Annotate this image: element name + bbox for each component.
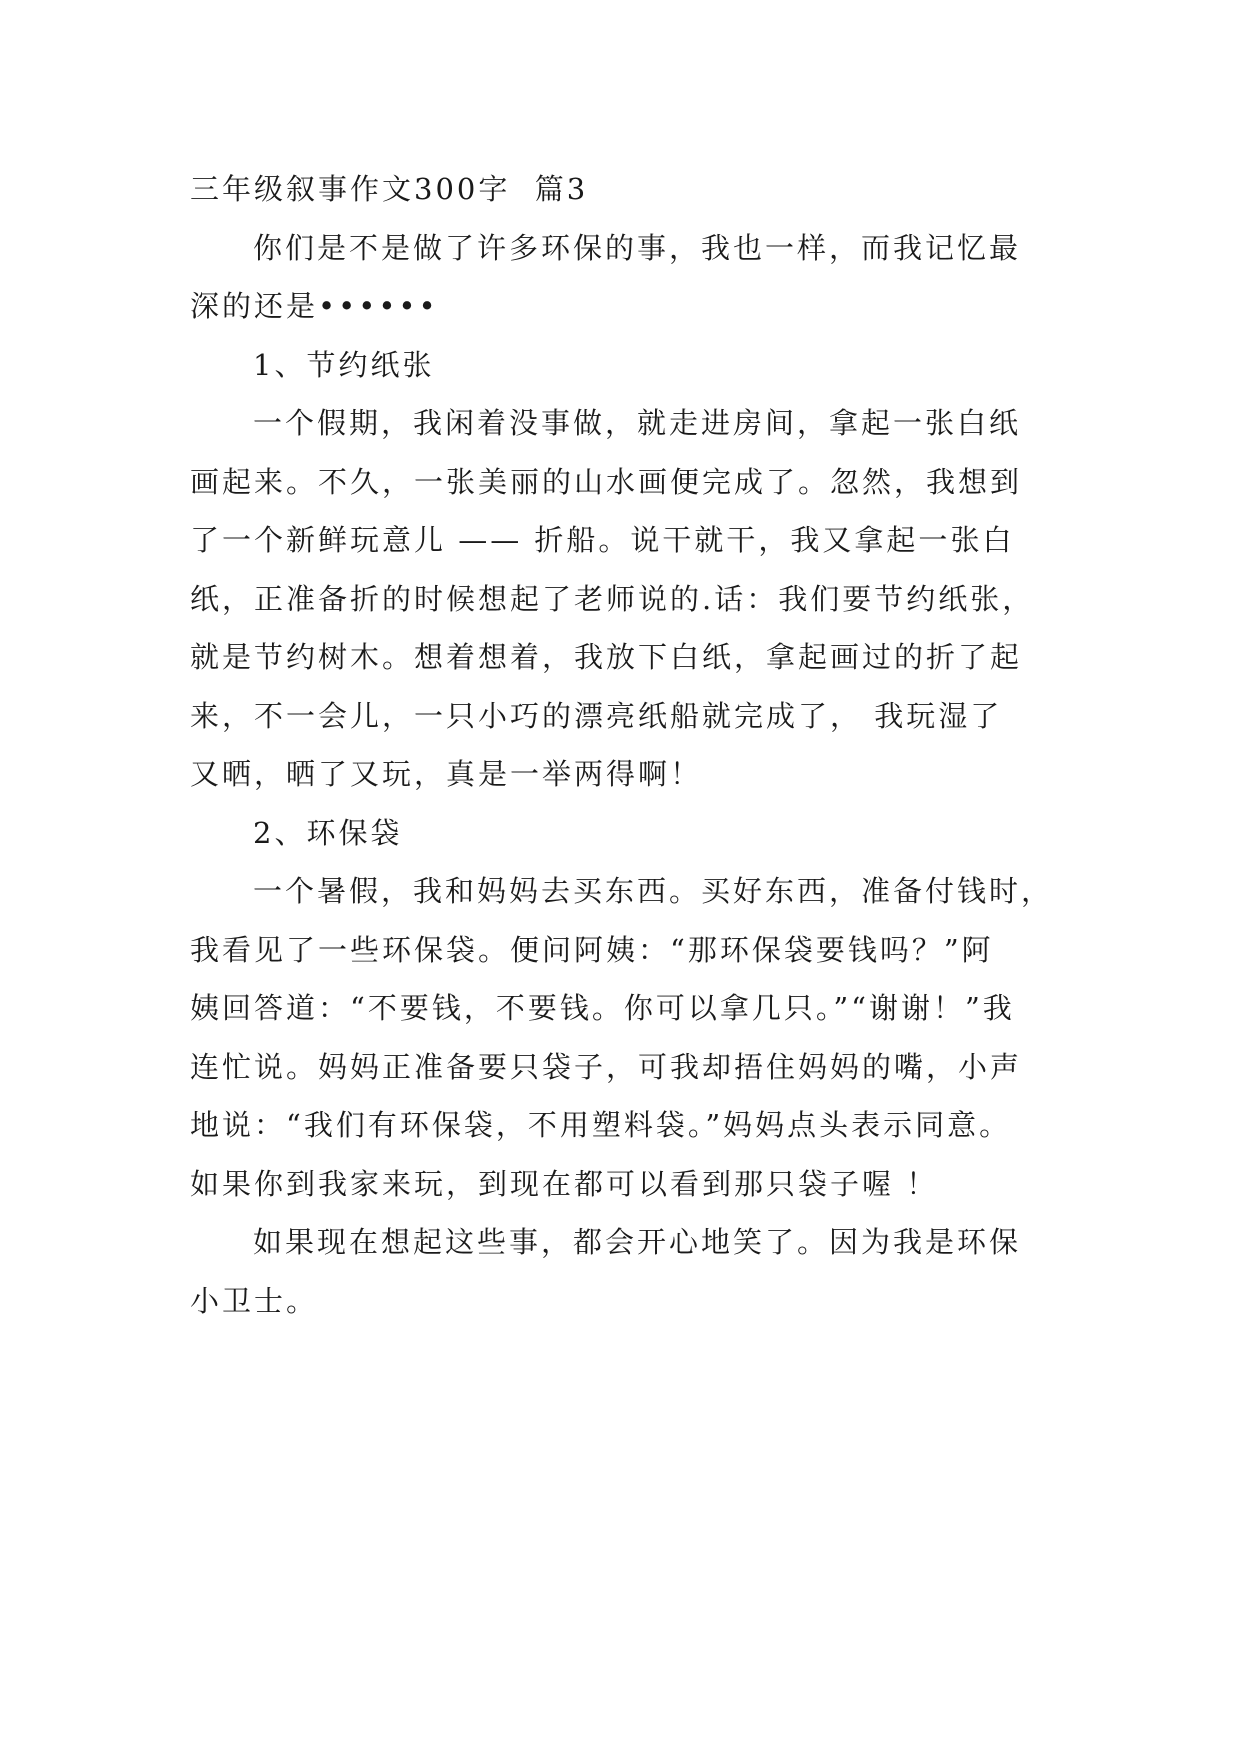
paragraph-line: 了一个新鲜玩意儿 —— 折船。说干就干，我又拿起一张白 — [190, 523, 1015, 557]
paragraph-line: 我看见了一些环保袋。便问阿姨：“那环保袋要钱吗？”阿 — [190, 932, 994, 967]
paragraph-line: 如果现在想起这些事，都会开心地笑了。因为我是环保 — [253, 1225, 1022, 1259]
paragraph-line: 就是节约树木。想着想着，我放下白纸，拿起画过的折了起 — [190, 640, 1023, 674]
paragraph-line: 如果你到我家来玩，到现在都可以看到那只袋子喔 ！ — [190, 1166, 939, 1201]
paragraph-line: 来，不一会儿，一只小巧的漂亮纸船就完成了， 我玩湿了 — [190, 698, 1003, 733]
paragraph-line: 纸，正准备折的时候想起了老师说的.话：我们要节约纸张， — [190, 581, 1035, 616]
paragraph-line: 连忙说。妈妈正准备要只袋子，可我却捂住妈妈的嘴，小声 — [190, 1049, 1023, 1084]
paragraph-line: 深的还是•••••• — [190, 289, 439, 323]
paragraph-line: 小卫士。 — [190, 1283, 319, 1318]
paragraph-line: 画起来。不久，一张美丽的山水画便完成了。忽然，我想到 — [190, 464, 1023, 499]
paragraph-line: 一个假期，我闲着没事做，就走进房间，拿起一张白纸 — [253, 406, 1022, 440]
section-heading: 2、环保袋 — [253, 815, 403, 850]
paragraph-line: 一个暑假，我和妈妈去买东西。买好东西，准备付钱时， — [253, 874, 1054, 908]
paragraph-line: 姨回答道：“不要钱，不要钱。你可以拿几只。”“谢谢！”我 — [190, 991, 1015, 1025]
essay-title: 三年级叙事作文300字 篇3 — [190, 172, 589, 206]
paragraph-line: 地说：“我们有环保袋，不用塑料袋。”妈妈点头表示同意。 — [190, 1108, 1012, 1142]
paragraph-line: 你们是不是做了许多环保的事，我也一样，而我记忆最 — [253, 230, 1022, 265]
section-heading: 1、节约纸张 — [253, 347, 435, 382]
paragraph-line: 又晒，晒了又玩，真是一举两得啊！ — [190, 757, 703, 791]
essay-body — [190, 160, 1060, 1330]
